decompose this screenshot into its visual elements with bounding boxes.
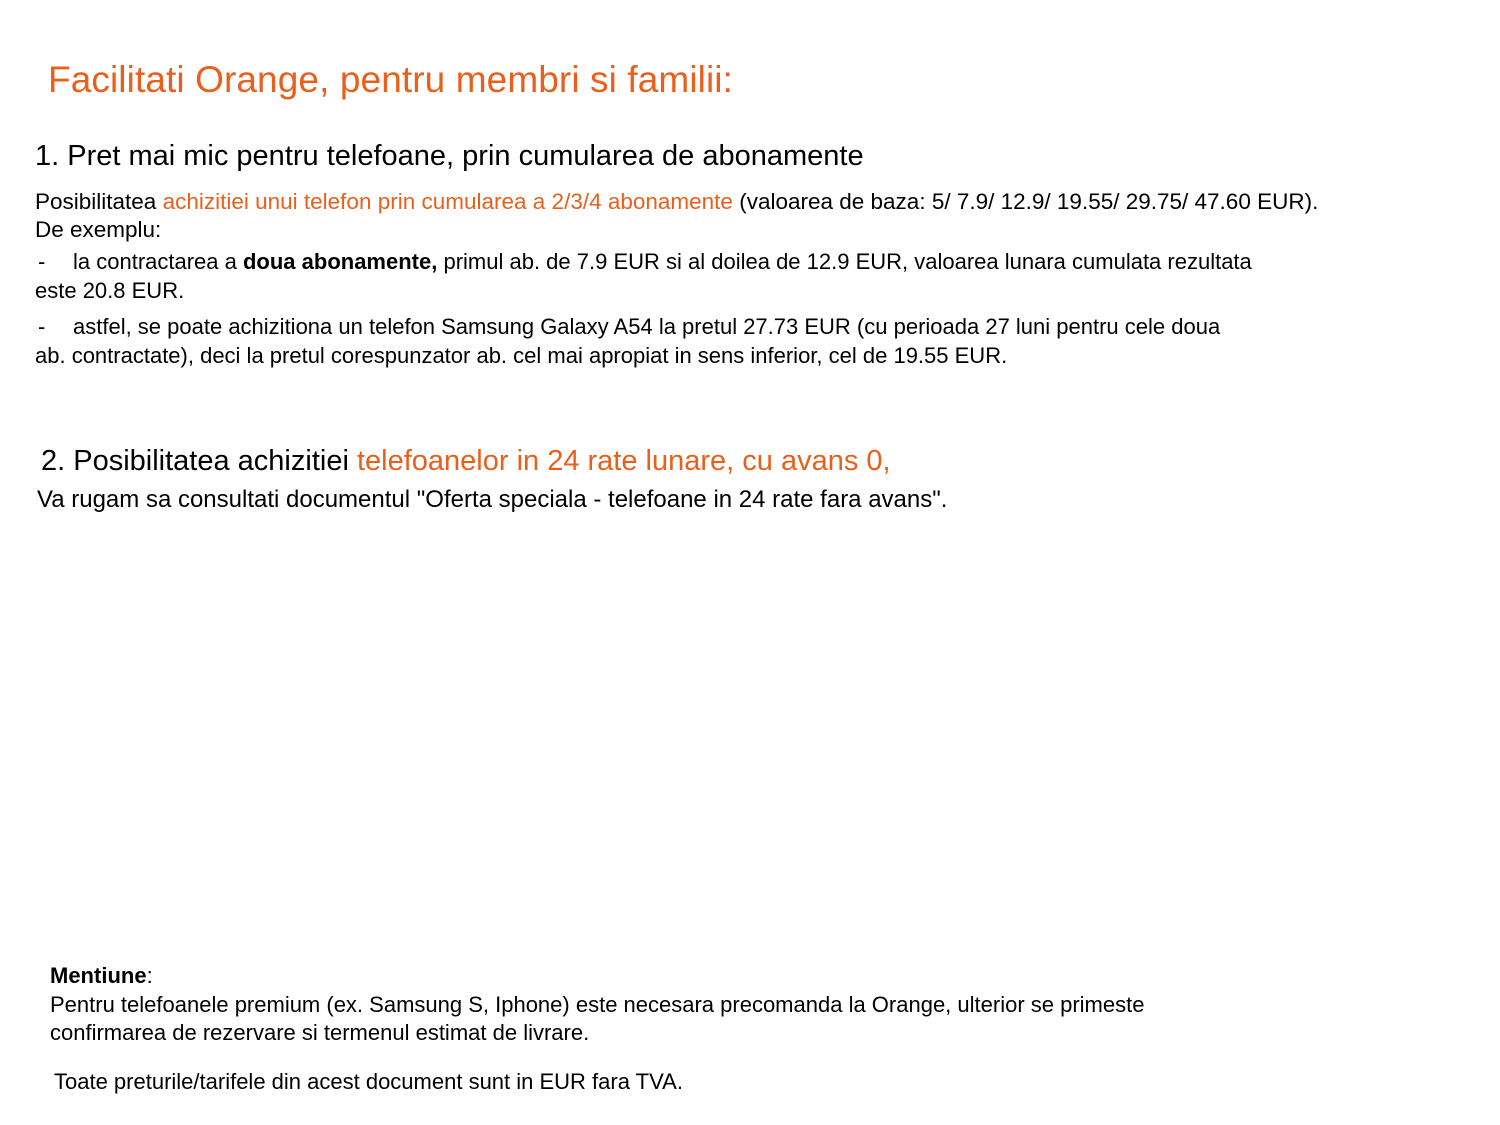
section2-subtext: Va rugam sa consultati documentul "Oferta speciala - telefoane in 24 rate fara avans". [37, 486, 948, 513]
list-item-text [35, 248, 1465, 277]
section2-heading-highlight: telefoanelor in 24 rate lunare, cu avans 0, [356, 445, 891, 477]
note-title-line [50, 962, 1410, 991]
list-item-text [35, 313, 1465, 342]
section1-bullet-list [35, 248, 1465, 378]
section1-intro [35, 188, 1475, 245]
note-title-colon: : [146, 963, 153, 988]
note-line-2: confirmarea de rezervare si termenul estimat de livrare. [50, 1020, 590, 1046]
tva-disclaimer: Toate preturile/tarifele din acest document sunt in EUR fara TVA. [54, 1069, 683, 1094]
list-item-text-before: astfel, se poate achizitiona un telefon Samsung Galaxy A54 la pretul 27.73 EUR (cu perioada 27 luni pentru cele doua [73, 314, 1221, 340]
page-title: Facilitati Orange, pentru membri si familii: [48, 59, 733, 100]
bullet-dash-icon: - [38, 314, 46, 340]
section1-intro-second-line: De exemplu: [35, 217, 162, 243]
section1-intro-suffix: (valoarea de baza: 5/ 7.9/ 12.9/ 19.55/ 29.75/ 47.60 EUR). [732, 189, 1319, 214]
list-item-continuation: ab. contractate), deci la pretul corespunzator ab. cel mai apropiat in sens inferior, cel de 19.55 EUR. [35, 342, 1008, 368]
section1-intro-highlight: achizitiei unui telefon prin cumularea a 2/3/4 abonamente [162, 189, 733, 214]
section2-heading-prefix: 2. Posibilitatea achizitiei [41, 445, 357, 477]
note-line-1: Pentru telefoanele premium (ex. Samsung S, Iphone) este necesara precomanda la Orange, ulterior se primeste [50, 991, 1145, 1017]
list-item-text-bold: doua abonamente, [242, 249, 438, 274]
bullet-dash-icon: - [38, 249, 46, 274]
list-item-text-after: primul ab. de 7.9 EUR si al doilea de 12.9 EUR, valoarea lunara cumulata rezultata [437, 249, 1252, 274]
note-block [50, 962, 1410, 1048]
list-item [35, 313, 1465, 370]
section1-intro-prefix: Posibilitatea [35, 189, 163, 214]
list-item [35, 248, 1465, 305]
list-item-text-before: la contractarea a [73, 249, 243, 274]
section2-heading [41, 444, 891, 479]
note-title: Mentiune [50, 963, 147, 988]
section1-heading: 1. Pret mai mic pentru telefoane, prin cumularea de abonamente [35, 140, 864, 172]
list-item-continuation: este 20.8 EUR. [35, 277, 185, 303]
